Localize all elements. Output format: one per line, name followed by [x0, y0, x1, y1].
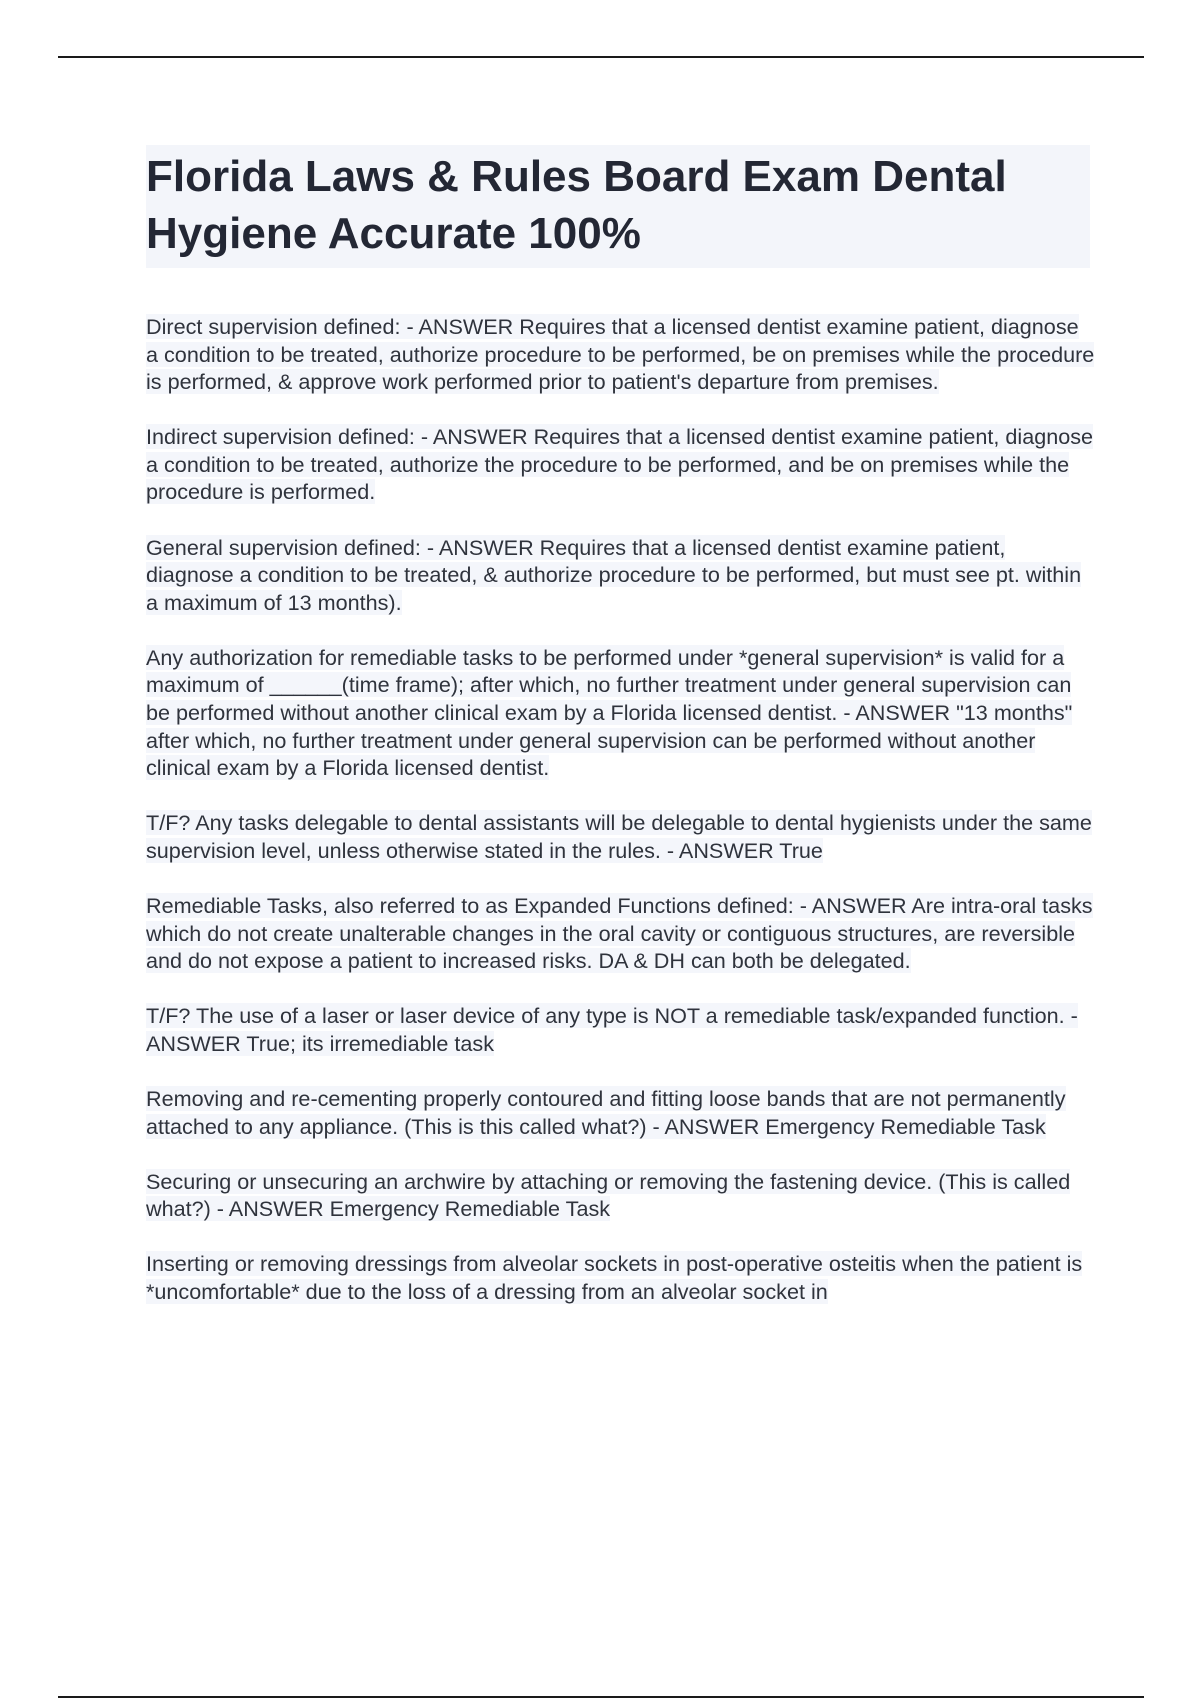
qa-entry: [146, 809, 1096, 864]
title-block: [146, 145, 1090, 268]
qa-entry-text: General supervision defined: - ANSWER Requires that a licensed dentist examine patient, diagnose a condition to be treated, & authorize procedure to be performed, but must see pt. within a maximum of 13 months).: [146, 534, 1082, 615]
qa-entry: [146, 1250, 1096, 1305]
qa-entry: [146, 423, 1096, 506]
qa-entry-text: Securing or unsecuring an archwire by attaching or removing the fastening device. (This is called what?) - ANSWER Emergency Remediable Task: [146, 1168, 1071, 1222]
top-rule: [58, 56, 1144, 58]
qa-entry: [146, 1002, 1096, 1057]
qa-entry-text: Inserting or removing dressings from alveolar sockets in post-operative osteitis when the patient is *uncomfortable* due to the loss of a dressing from an alveolar socket in: [146, 1251, 1083, 1304]
qa-entry-text: Remediable Tasks, also referred to as Expanded Functions defined: - ANSWER Are intra-oral tasks which do not create unalterable changes in the oral cavity or contiguous structures, are reversible and do not expose a patient to increased risks. DA & DH can both be delegated.: [146, 893, 1093, 974]
qa-entry: [146, 534, 1096, 617]
qa-entry-text: Indirect supervision defined: - ANSWER Requires that a licensed dentist examine patient, diagnose a condition to be treated, authorize the procedure to be performed, and be on premises while the procedure is performed.: [146, 424, 1094, 505]
qa-entry-text: T/F? Any tasks delegable to dental assistants will be delegable to dental hygienists under the same supervision level, unless otherwise stated in the rules. - ANSWER True: [146, 810, 1092, 863]
qa-entry: [146, 1168, 1096, 1223]
bottom-rule: [58, 1696, 1144, 1698]
qa-entry: [146, 644, 1096, 782]
qa-entry-text: Any authorization for remediable tasks to be performed under *general supervision* is valid for a maximum of ______(time frame); after which, no further treatment under general supervision can be performed without another clinical exam by a Florida licensed dentist. - ANSWER "13 months" after which, no further treatment under general supervision can be performed without another clinical exam by a Florida licensed dentist.: [146, 644, 1073, 781]
qa-entry-text: Removing and re-cementing properly contoured and fitting loose bands that are not permanently attached to any appliance. (This is this called what?) - ANSWER Emergency Remediable Task: [146, 1085, 1066, 1139]
qa-list: [146, 313, 1096, 1333]
qa-entry-text: T/F? The use of a laser or laser device of any type is NOT a remediable task/expanded function. - ANSWER True; its irremediable task: [146, 1003, 1078, 1056]
qa-entry: [146, 892, 1096, 975]
document-title: Florida Laws & Rules Board Exam Dental Hygiene Accurate 100%: [146, 152, 1007, 258]
qa-entry: [146, 1085, 1096, 1140]
qa-entry: [146, 313, 1096, 396]
qa-entry-text: Direct supervision defined: - ANSWER Requires that a licensed dentist examine patient, diagnose a condition to be treated, authorize procedure to be performed, be on premises while the procedure is performed, & approve work performed prior to patient's departure from premises.: [146, 314, 1095, 395]
